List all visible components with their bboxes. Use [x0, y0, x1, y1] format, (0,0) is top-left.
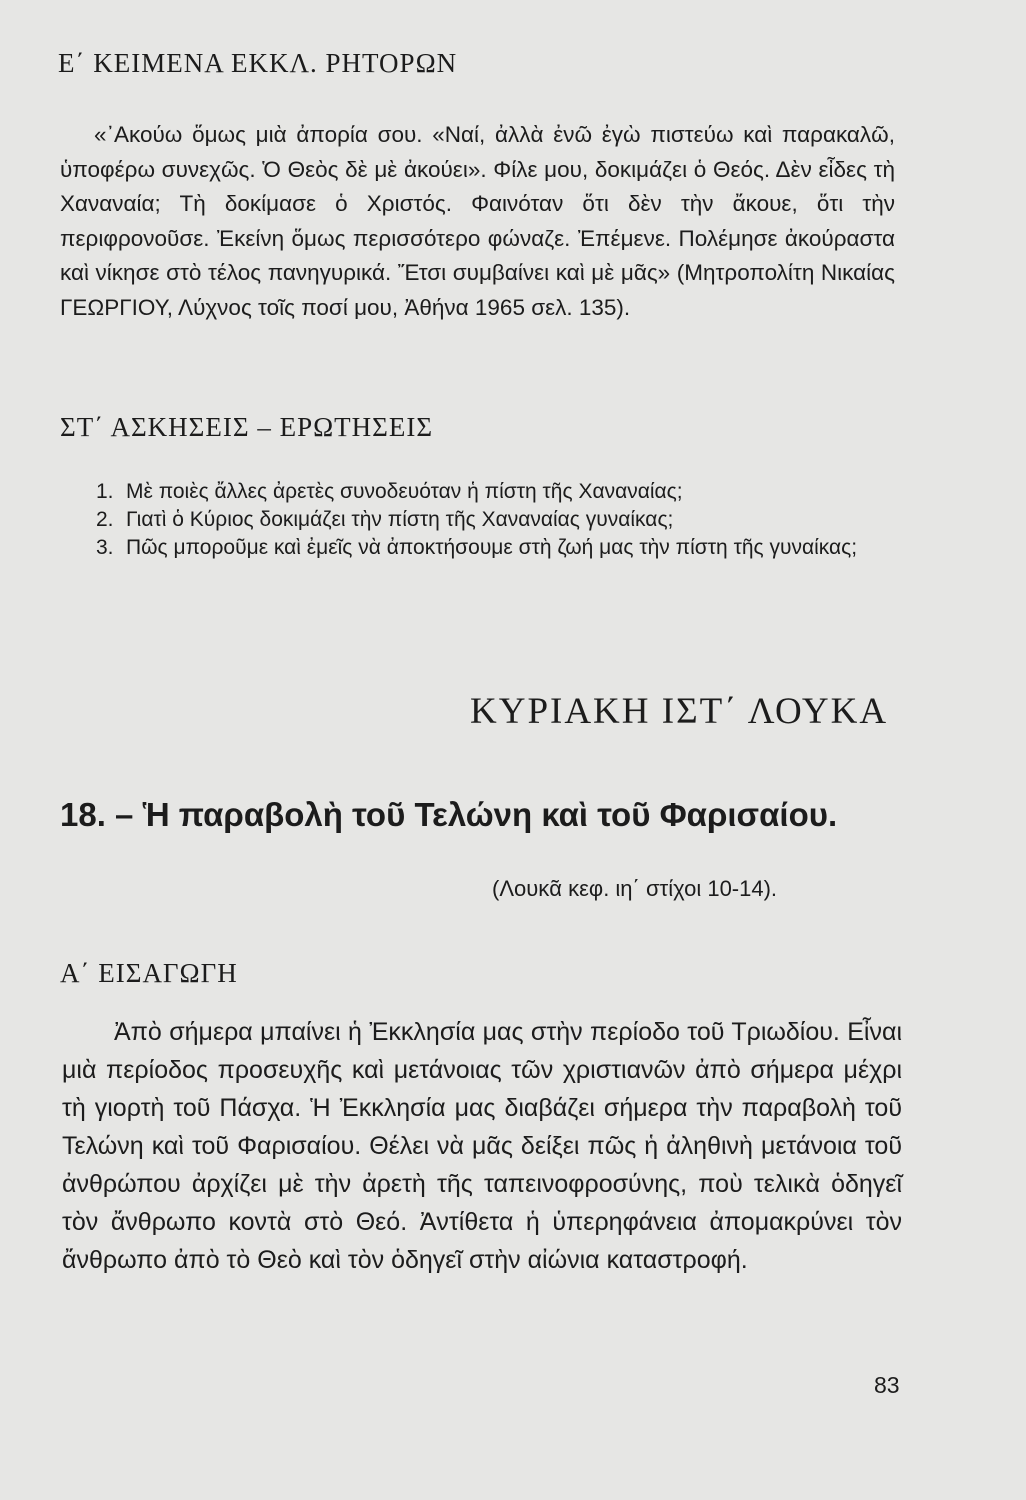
question-item	[96, 534, 886, 562]
quote-paragraph: «᾿Ακούω ὅμως μιὰ ἀπορία σου. «Ναί, ἀλλὰ ἐνῶ ἐγὼ πιστεύω καὶ παρακαλῶ, ὑποφέρω συνεχῶς. Ὁ Θεὸς δὲ μὲ ἀκούει». Φίλε μου, δοκιμάζει ὁ Θεός. Δὲν εἶδες τὴ Χαναναία; Τὴ δοκίμασε ὁ Χριστός. Φαινόταν ὅτι δὲν τὴν ἄκουε, ὅτι τὴν περιφρονοῦσε. Ἐκείνη ὅμως περισσότερο φώναζε. Ἐπέμενε. Πολέμησε ἀκούραστα καὶ νίκησε στὸ τέλος πανηγυρικά. Ἔτσι συμβαίνει καὶ μὲ μᾶς» (Μητροπολίτη Νικαίας ΓΕΩΡΓΙΟΥ, Λύχνος τοῖς ποσί μου, Ἀθήνα 1965 σελ. 135).	[60, 122, 895, 320]
introduction-paragraph: Ἀπὸ σήμερα μπαίνει ἡ Ἐκκλησία μας στὴν περίοδο τοῦ Τριωδίου. Εἶναι μιὰ περίοδος προσευχῆς καὶ μετάνοιας τῶν χριστιανῶν ἀπὸ σήμερα μέχρι τὴ γιορτὴ τοῦ Πάσχα. Ἡ Ἐκκλησία μας διαβάζει σήμερα τὴν παραβολὴ τοῦ Τελώνη καὶ τοῦ Φαρισαίου. Θέλει νὰ μᾶς δείξει πῶς ἡ ἀληθινὴ μετάνοια τοῦ ἀνθρώπου ἀρχίζει μὲ τὴν ἀρετὴ τῆς ταπεινοφροσύνης, ποὺ τελικὰ ὁδηγεῖ τὸν ἄνθρωπο κοντὰ στὸ Θεό. Ἀντίθετα ἡ ὑπερηφάνεια ἀπομακρύνει τὸν ἄνθρωπο ἀπὸ τὸ Θεὸ καὶ τὸν ὁδηγεῖ στὴν αἰώνια καταστροφή.	[62, 1018, 902, 1274]
lesson-title: 18. – Ἡ παραβολὴ τοῦ Τελώνη καὶ τοῦ Φαρισαίου.	[60, 796, 838, 833]
question-number: 1.	[96, 480, 114, 503]
introduction-heading: Α΄ ΕΙΣΑΓΩΓΗ	[60, 958, 238, 988]
page-number: 83	[874, 1372, 900, 1398]
running-head: Ε΄ ΚΕΙΜΕΝΑ ΕΚΚΛ. ΡΗΤΟΡΩΝ	[58, 48, 458, 78]
question-text: Γιατὶ ὁ Κύριος δοκιμάζει τὴν πίστη τῆς Χαναναίας γυναίκας;	[126, 508, 674, 531]
question-item	[96, 478, 886, 506]
question-number: 3.	[96, 536, 114, 559]
question-text: Πῶς μποροῦμε καὶ ἐμεῖς νὰ ἀποκτήσουμε στὴ ζωή μας τὴν πίστη τῆς γυναίκας;	[126, 536, 858, 559]
exercises-heading: ΣΤ΄ ΑΣΚΗΣΕΙΣ – ΕΡΩΤΗΣΕΙΣ	[60, 412, 434, 442]
question-item	[96, 506, 886, 534]
questions-list	[96, 478, 886, 562]
scripture-reference: (Λουκᾶ κεφ. ιη΄ στίχοι 10-14).	[492, 876, 778, 901]
question-number: 2.	[96, 508, 114, 531]
sunday-title: ΚΥΡΙΑΚΗ ΙΣΤ΄ ΛΟΥΚΑ	[470, 691, 889, 732]
question-text: Μὲ ποιὲς ἄλλες ἀρετὲς συνοδευόταν ἡ πίστη τῆς Χαναναίας;	[126, 480, 683, 503]
